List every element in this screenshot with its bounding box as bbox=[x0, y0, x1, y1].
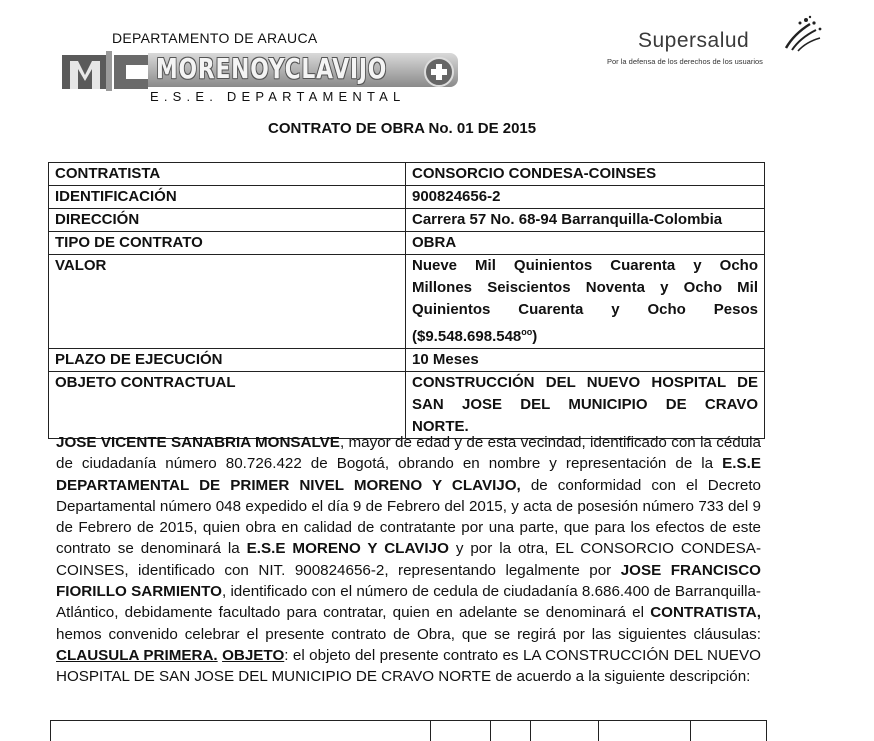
table-row bbox=[49, 255, 765, 349]
clause-heading: CLAUSULA PRIMERA. bbox=[56, 646, 218, 664]
contratista-value: CONSORCIO CONDESA-COINSES bbox=[406, 163, 765, 186]
valor-line: Nueve Mil Quinientos Cuarenta y Ocho bbox=[412, 257, 758, 274]
table-row bbox=[49, 349, 765, 372]
hospital-logo-icon bbox=[62, 51, 150, 91]
valor-amount bbox=[412, 321, 758, 348]
objeto-heading: OBJETO bbox=[222, 646, 285, 664]
valor-value bbox=[406, 255, 765, 349]
plazo-value: 10 Meses bbox=[406, 349, 765, 372]
valor-label: VALOR bbox=[49, 255, 406, 349]
plazo-label: PLAZO DE EJECUCIÓN bbox=[49, 349, 406, 372]
valor-line: Millones Seiscientos Noventa y Ocho Mil bbox=[412, 279, 758, 296]
direccion-label: DIRECCIÓN bbox=[49, 209, 406, 232]
contract-info-table bbox=[48, 162, 765, 439]
contract-title: CONTRATO DE OBRA No. 01 DE 2015 bbox=[268, 120, 537, 137]
table-row bbox=[49, 186, 765, 209]
body-text: de conformidad con el Decreto Departamental número 048 expedido el día 9 de Febrero del 2015, y acta de posesión número 733 del 9 de Febrero de 2015, quien obra en calidad de contratante por una parte, que para los efectos de este contrato se denominará la bbox=[56, 476, 761, 558]
body-text: hemos convenido celebrar el presente contrato de Obra, que se regirá por las siguientes cláusulas: bbox=[56, 625, 761, 643]
valor-amount-close: ) bbox=[532, 328, 538, 345]
valor-amount-number: ($9.548.698.548 bbox=[412, 328, 522, 345]
entity-short-name: E.S.E MORENO Y CLAVIJO bbox=[246, 540, 449, 558]
medical-cross-icon bbox=[424, 57, 454, 87]
objeto-line: NORTE. bbox=[412, 418, 469, 435]
table-row bbox=[49, 372, 765, 439]
tipo-value: OBRA bbox=[406, 232, 765, 255]
valor-amount-superscript: oo bbox=[521, 327, 533, 337]
supersalud-slogan: Por la defensa de los derechos de los usuarios bbox=[607, 57, 763, 66]
contratista-label: CONTRATISTA bbox=[49, 163, 406, 186]
direccion-value: Carrera 57 No. 68-94 Barranquilla-Colombia bbox=[406, 209, 765, 232]
objeto-line: CONSTRUCCIÓN DEL NUEVO HOSPITAL DE bbox=[412, 374, 758, 391]
objeto-label: OBJETO CONTRACTUAL bbox=[49, 372, 406, 439]
description-table-top bbox=[50, 720, 767, 741]
logo-subtitle: E.S.E. DEPARTAMENTAL bbox=[150, 89, 406, 104]
objeto-line: SAN JOSE DEL MUNICIPIO DE CRAVO bbox=[412, 396, 758, 413]
supersalud-logo-icon bbox=[776, 14, 826, 54]
body-text: : el objeto del presente contrato es LA CONSTRUCCIÓN DEL NUEVO HOSPITAL DE SAN JOSE DEL MUNICIPIO DE CRAVO NORTE de acuerdo a la siguiente descripción: bbox=[56, 646, 761, 686]
table-row bbox=[49, 232, 765, 255]
valor-line: Quinientos Cuarenta y Ocho Pesos bbox=[412, 301, 758, 318]
objeto-value bbox=[406, 372, 765, 439]
table-row bbox=[49, 209, 765, 232]
supersalud-logo-text: Supersalud bbox=[638, 29, 750, 52]
contratista-term: CONTRATISTA, bbox=[650, 604, 761, 622]
representative-name: JOSE FRANCISCO FIORILLO SARMIENTO bbox=[56, 561, 761, 601]
identificacion-label: IDENTIFICACIÓN bbox=[49, 186, 406, 209]
identificacion-value: 900824656-2 bbox=[406, 186, 765, 209]
entity-name: E.S.E DEPARTAMENTAL DE PRIMER NIVEL MORENO Y CLAVIJO, bbox=[56, 455, 761, 494]
tipo-label: TIPO DE CONTRATO bbox=[49, 232, 406, 255]
body-text: , identificado con el número de cedula de ciudadanía 8.686.400 de Barranquilla-Atlántico, debidamente facultado para contratar, quien en adelante se denominará el bbox=[56, 583, 761, 622]
body-text: y por la otra, EL CONSORCIO CONDESA-COINSES, identificado con NIT. 900824656-2, representando legalmente por bbox=[56, 540, 761, 579]
table-row bbox=[49, 163, 765, 186]
logo-text: MORENOYCLAVIJO bbox=[156, 52, 388, 85]
department-name: DEPARTAMENTO DE ARAUCA bbox=[112, 30, 318, 46]
contratante-name: JOSE VICENTE SANABRIA MONSALVE bbox=[56, 434, 340, 451]
contract-body-paragraph bbox=[56, 432, 761, 688]
body-text: , mayor de edad y de esta vecindad, identificado con la cédula de ciudadanía número 80.726.422 de Bogotá, obrando en nombre y representación de la bbox=[56, 434, 761, 473]
